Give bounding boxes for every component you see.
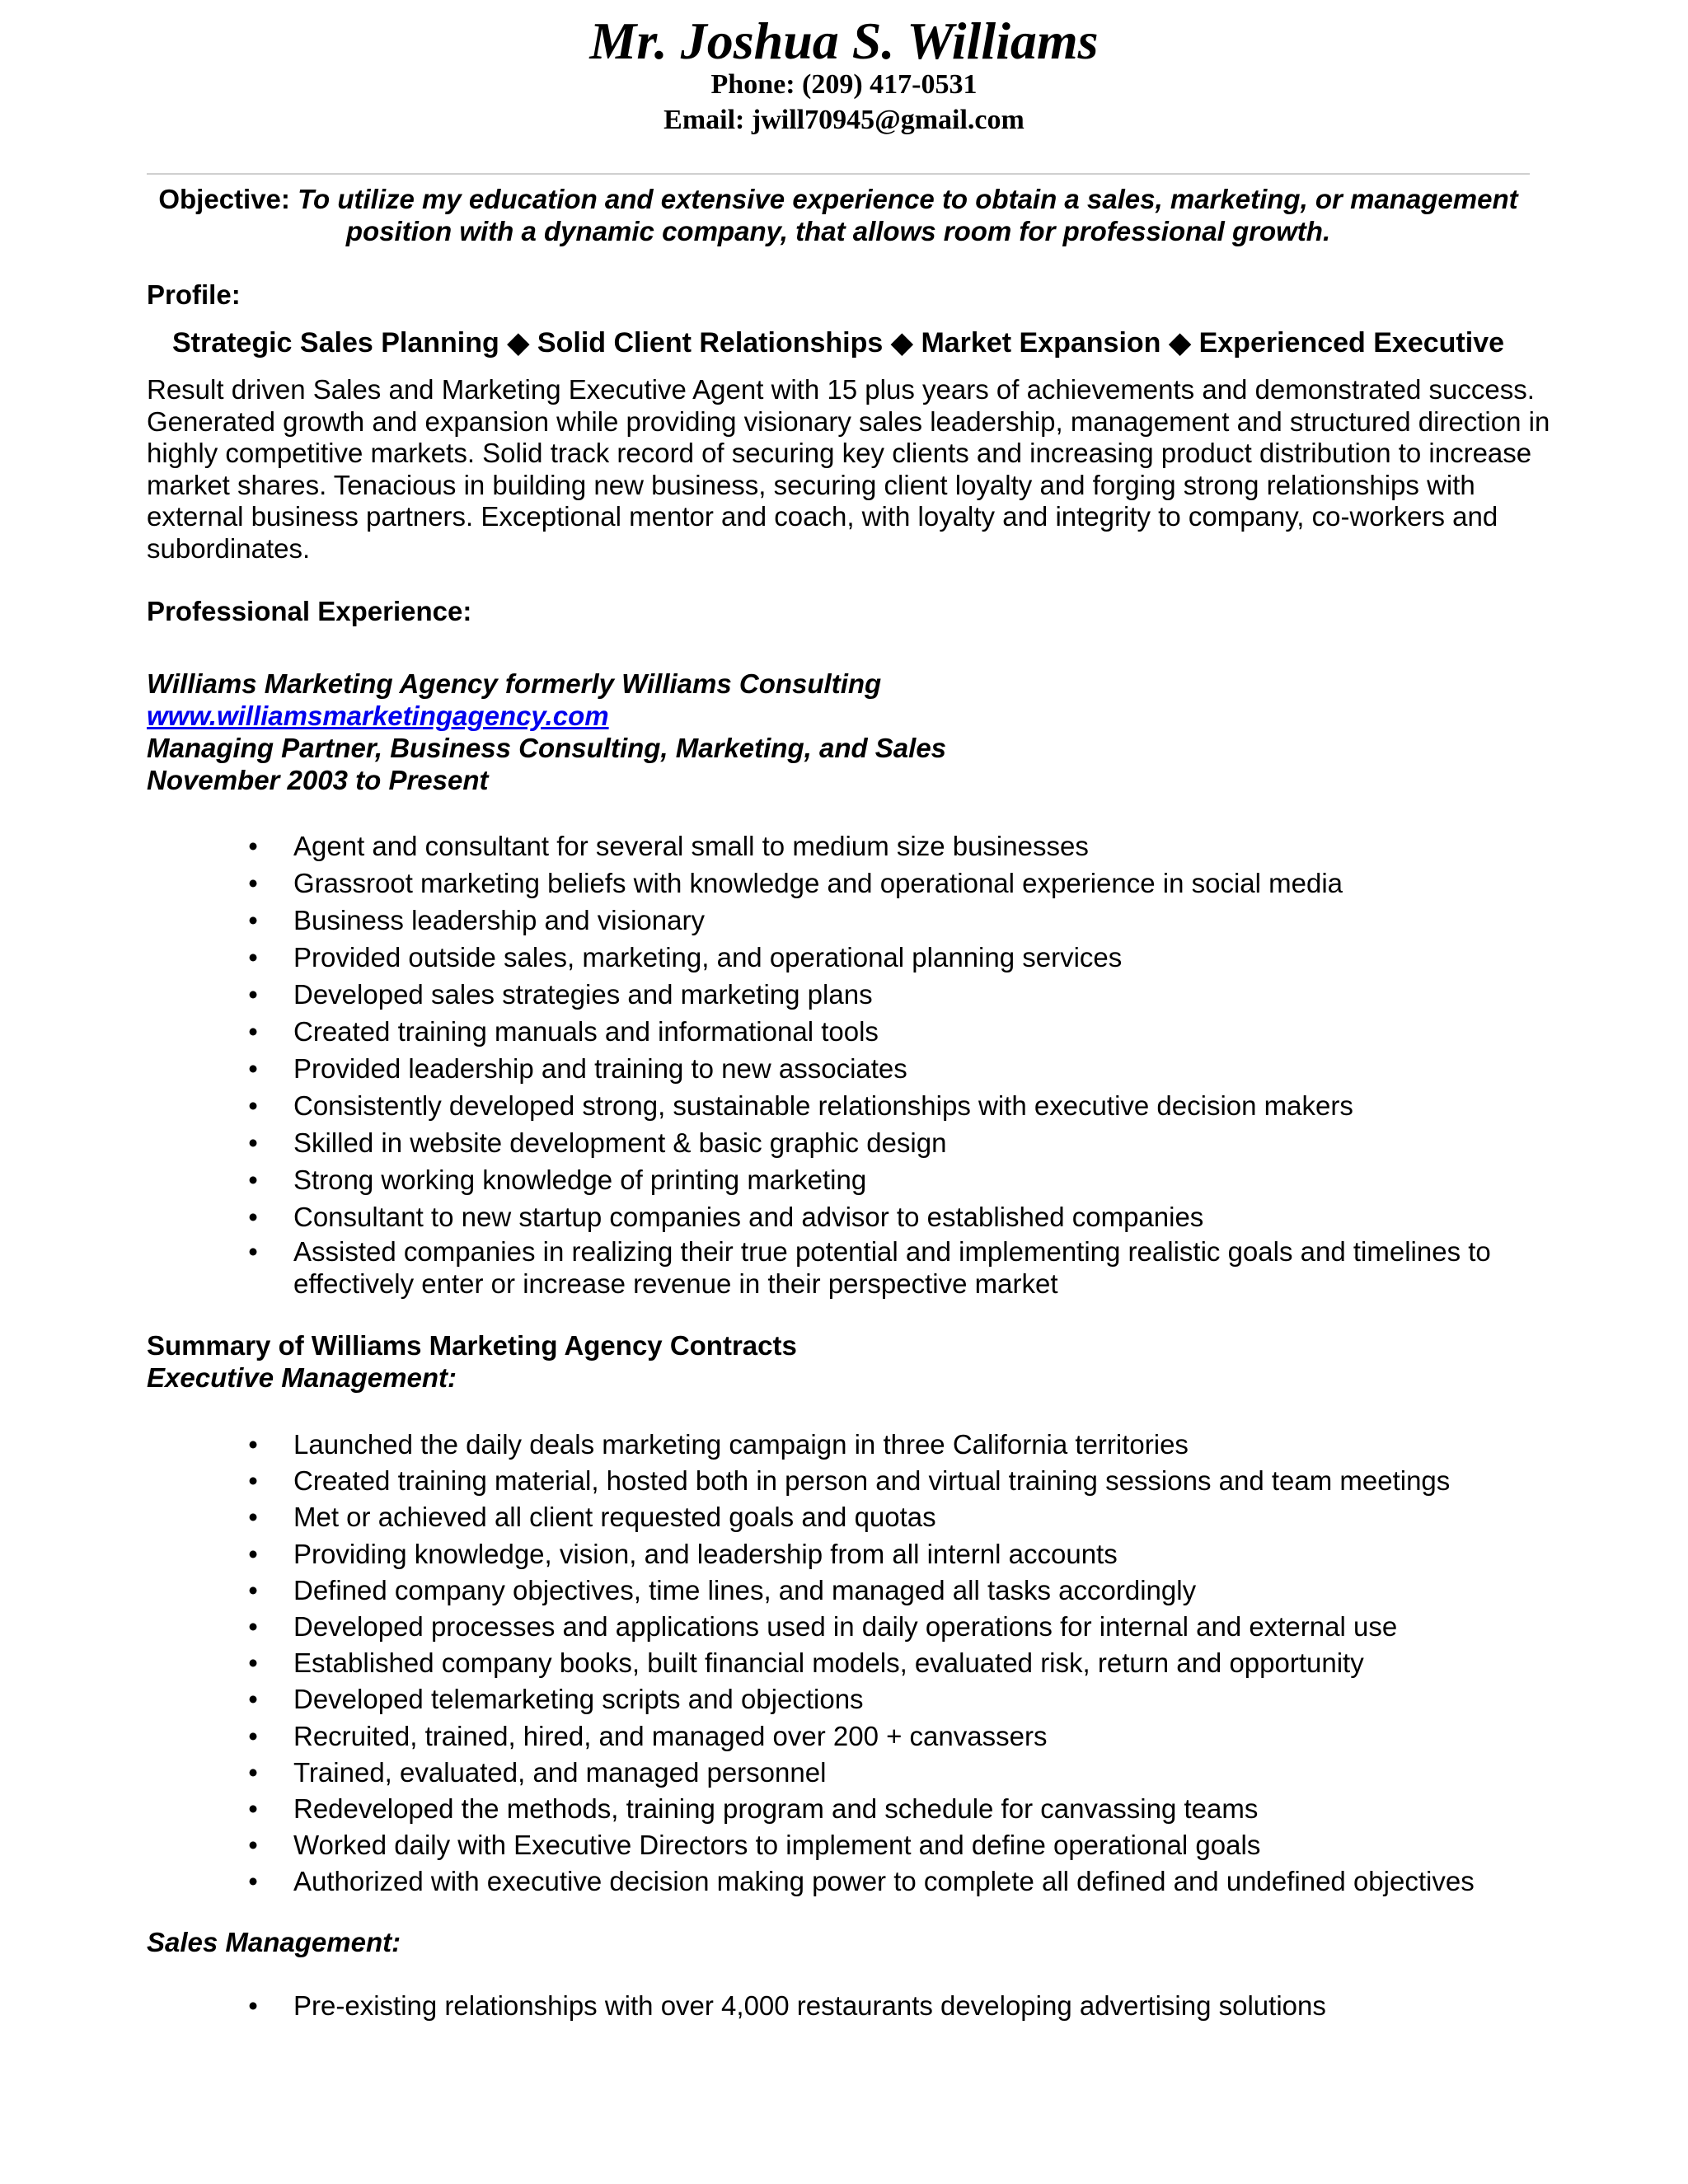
bullet-icon: • [248,1202,258,1232]
bullet-icon: • [248,1720,258,1751]
list-item: • Created training material, hosted both in person and virtual training sessions and team meetings [241,1463,1559,1499]
list-item: • Worked daily with Executive Directors to implement and define operational goals [241,1827,1559,1863]
bullet-icon: • [248,1465,258,1497]
summary-line: Generated growth and expansion while providing visionary sales leadership, management and structured direction in [147,405,1550,437]
list-item: • Trained, evaluated, and managed personnel [241,1755,1559,1791]
email-line: Email: jwill70945@gmail.com [663,105,1025,135]
list-item: • Established company books, built financial models, evaluated risk, return and opportunity [241,1645,1559,1681]
summary-line: subordinates. [147,532,311,564]
bullet-icon: • [248,1574,258,1605]
bullet-icon: • [248,1830,258,1861]
duties-list [241,827,1559,1300]
executive-management-list [241,1427,1559,1900]
bullet-icon: • [248,1866,258,1897]
bullet-icon: • [248,1053,258,1084]
experience-heading: Professional Experience: [147,596,472,626]
bullet-icon: • [248,1793,258,1825]
objective-text: To utilize my education and extensive experience to obtain a sales, marketing, or management position with a dynamic company, that allows room for professional growth. [298,184,1518,246]
summary-line: external business partners. Exceptional mentor and coach, with loyalty and integrity to company, co-workers and [147,501,1498,532]
contracts-heading: Summary of Williams Marketing Agency Contracts [147,1330,797,1361]
bullet-icon: • [248,1165,258,1195]
list-item: • Provided leadership and training to new associates [241,1050,1559,1087]
company-website-link[interactable]: www.williamsmarketingagency.com [147,701,609,731]
diamond-separator-icon: ◆ [1169,327,1191,359]
bullet-icon: • [248,1429,258,1460]
bullet-icon: • [248,979,258,1010]
bullet-icon: • [248,1502,258,1533]
strength-item: Solid Client Relationships [537,327,884,359]
profile-heading: Profile: [147,279,241,310]
bullet-icon: • [248,1016,258,1047]
job-title: Managing Partner, Business Consulting, Marketing, and Sales [147,733,947,763]
bullet-icon: • [248,1684,258,1715]
summary-line: highly competitive markets. Solid track record of securing key clients and increasing product distribution to increase [147,438,1532,468]
sales-management-heading: Sales Management: [147,1927,401,1957]
bullet-icon: • [248,1090,258,1121]
bullet-icon: • [248,1611,258,1643]
list-item: • Provided outside sales, marketing, and operational planning services [241,939,1559,976]
list-item: • Pre-existing relationships with over 4,000 restaurants developing advertising solutions [241,1988,1559,2024]
executive-management-heading: Executive Management: [147,1362,457,1393]
diamond-separator-icon: ◆ [507,327,529,359]
bullet-icon: • [248,1236,258,1267]
list-item: • Consultant to new startup companies and advisor to established companies [241,1198,1559,1235]
list-item: • Defined company objectives, time lines, and managed all tasks accordingly [241,1572,1559,1609]
bullet-icon: • [248,1647,258,1679]
list-item: • Developed processes and applications used in daily operations for internal and external use [241,1609,1559,1645]
bullet-icon: • [248,1538,258,1569]
phone-line: Phone: (209) 417-0531 [710,69,978,100]
diamond-separator-icon: ◆ [891,327,913,359]
company-name: Williams Marketing Agency formerly Williams Consulting [147,668,882,699]
strength-item: Market Expansion [921,327,1161,359]
bullet-icon: • [248,1127,258,1158]
list-item: • Skilled in website development & basic graphic design [241,1124,1559,1161]
list-item: • Met or achieved all client requested goals and quotas [241,1499,1559,1535]
sales-management-list [241,1988,1559,2024]
list-item: • Recruited, trained, hired, and managed over 200 + canvassers [241,1718,1559,1755]
strengths-line [147,326,1530,360]
list-item: • Launched the daily deals marketing campaign in three California territories [241,1427,1559,1463]
bullet-icon: • [248,942,258,972]
bullet-icon: • [248,905,258,935]
list-item: • Providing knowledge, vision, and leadership from all internl accounts [241,1536,1559,1572]
list-item: • Developed telemarketing scripts and objections [241,1681,1559,1718]
profile-summary [147,374,1564,565]
bullet-icon: • [248,1756,258,1788]
list-item: • Assisted companies in realizing their true potential and implementing realistic goals and timelines to effectively enter or increase revenue in their perspective market [241,1235,1559,1300]
list-item: • Consistently developed strong, sustainable relationships with executive decision makers [241,1087,1559,1124]
list-item: • Strong working knowledge of printing marketing [241,1161,1559,1198]
list-item: • Grassroot marketing beliefs with knowledge and operational experience in social media [241,865,1559,902]
objective-section [147,183,1530,247]
bullet-icon: • [248,831,258,861]
list-item: • Agent and consultant for several small to medium size businesses [241,827,1559,865]
list-item: • Created training manuals and informational tools [241,1013,1559,1050]
bullet-icon: • [248,868,258,898]
objective-label: Objective: [158,184,290,214]
list-item: • Redeveloped the methods, training program and schedule for canvassing teams [241,1791,1559,1827]
strength-item: Experienced Executive [1198,327,1505,359]
list-item: • Authorized with executive decision making power to complete all defined and undefined objectives [241,1863,1559,1900]
summary-line: market shares. Tenacious in building new business, securing client loyalty and forging strong relationships with [147,469,1475,500]
bullet-icon: • [248,1990,258,2021]
strength-item: Strategic Sales Planning [171,327,499,359]
list-item: • Business leadership and visionary [241,902,1559,939]
candidate-name: Mr. Joshua S. Williams [589,12,1099,70]
summary-line: Result driven Sales and Marketing Executive Agent with 15 plus years of achievements and demonstrated success. [147,374,1535,405]
header-divider [147,173,1530,175]
job-dates: November 2003 to Present [147,765,489,795]
company-website-line [147,700,609,732]
list-item: • Developed sales strategies and marketing plans [241,976,1559,1013]
